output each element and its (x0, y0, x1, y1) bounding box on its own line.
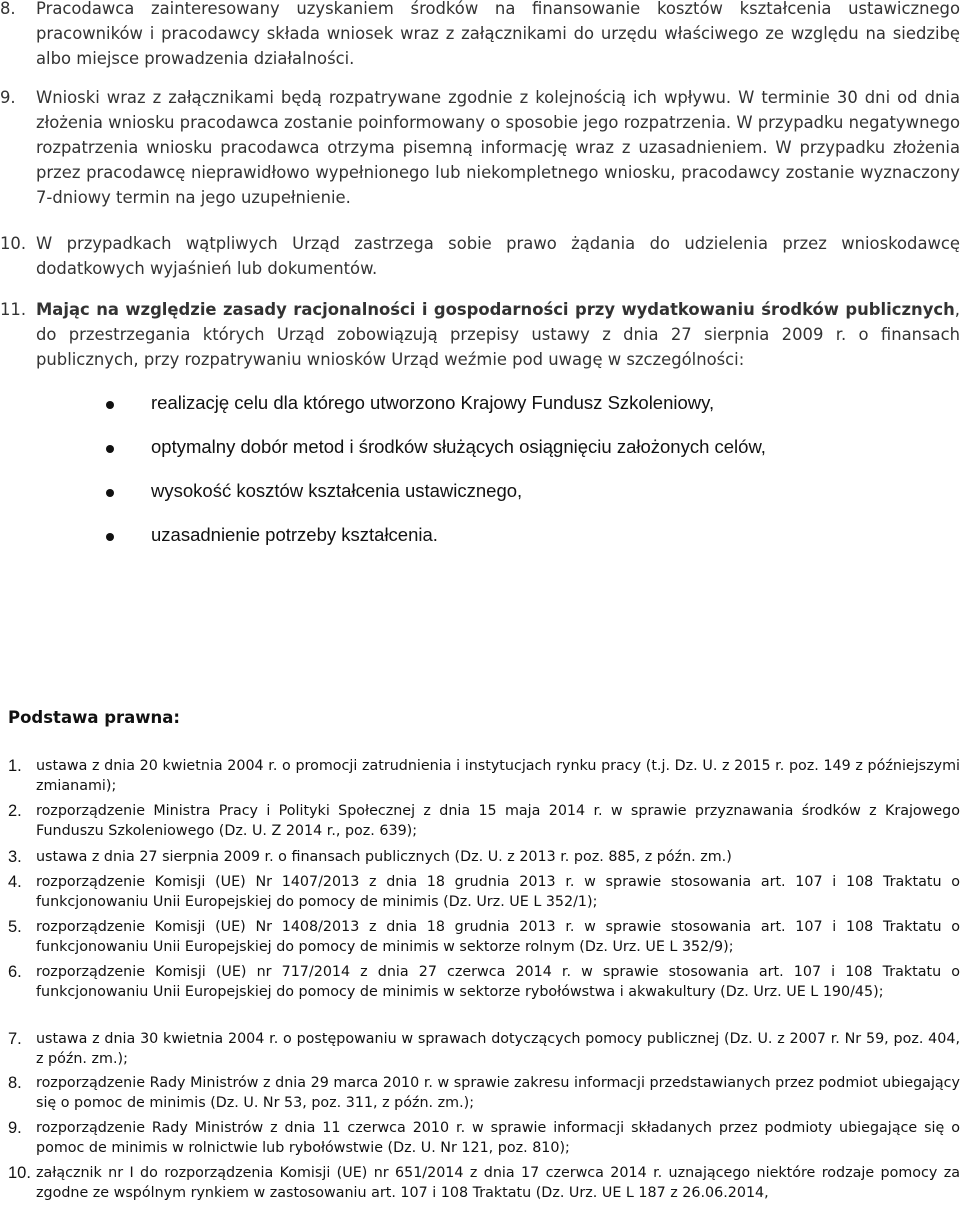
legal-item-7 (0, 1029, 960, 1069)
legal-item-text: ustawa z dnia 20 kwietnia 2004 r. o promocji zatrudnienia i instytucjach rynku pracy (t.j. Dz. U. z 2015 r. poz. 149 z późniejszymi zmianami); (36, 758, 960, 794)
legal-item-number: 10. (8, 1164, 31, 1182)
legal-item-9 (0, 1118, 960, 1158)
legal-item-text: rozporządzenie Komisji (UE) Nr 1407/2013 z dnia 18 grudnia 2013 r. w sprawie stosowania art. 107 i 108 Traktatu o funkcjonowaniu Unii Europejskiej do pomocy de minimis (Dz. Urz. UE L 352/1); (36, 874, 960, 910)
paragraph-text: W przypadkach wątpliwych Urząd zastrzega sobie prawo żądania do udzielenia przez wnioskodawcę dodatkowych wyjaśnień lub dokumentów. (36, 234, 960, 278)
legal-item-number: 6. (8, 963, 22, 981)
bullet-icon (106, 445, 114, 453)
legal-item-text: ustawa z dnia 30 kwietnia 2004 r. o postępowaniu w sprawach dotyczących pomocy publicznej (Dz. U. z 2007 r. Nr 59, poz. 404, z późn. zm.); (36, 1031, 960, 1067)
legal-item-text: załącznik nr I do rozporządzenia Komisji (UE) nr 651/2014 z dnia 17 czerwca 2014 r. uznającego niektóre rodzaje pomocy za zgodne ze wspólnym rynkiem w zastosowaniu art. 107 i 108 Traktatu (Dz. Urz. UE L 187 z 26.06.2014, (36, 1165, 960, 1201)
paragraph-bold-text: Mając na względzie zasady racjonalności i gospodarności przy wydatkowaniu środków publicznych (36, 300, 955, 319)
list-item (0, 524, 960, 550)
bullet-icon (106, 533, 114, 541)
paragraph-11 (0, 297, 960, 372)
legal-item-number: 5. (8, 918, 22, 936)
list-item-text: optymalny dobór metod i środków służących osiągnięciu założonych celów, (151, 436, 766, 457)
legal-item-2 (0, 801, 960, 841)
paragraph-number: 8. (0, 0, 16, 18)
legal-item-number: 3. (8, 848, 22, 866)
legal-basis-heading: Podstawa prawna: (8, 708, 181, 727)
legal-item-text: rozporządzenie Rady Ministrów z dnia 11 czerwca 2010 r. w sprawie informacji składanych przez podmioty ubiegające się o pomoc de minimis w rolnictwie lub rybołówstwie (Dz. U. Nr 121, poz. 810); (36, 1120, 960, 1156)
paragraph-number: 10. (0, 234, 27, 253)
bullet-icon (106, 489, 114, 497)
list-item-text: realizację celu dla którego utworzono Krajowy Fundusz Szkoleniowy, (151, 392, 715, 413)
legal-item-number: 9. (8, 1119, 22, 1137)
legal-item-4 (0, 872, 960, 912)
legal-item-1 (0, 756, 960, 796)
paragraph-text (36, 297, 960, 372)
legal-item-number: 8. (8, 1074, 22, 1092)
legal-item-10 (0, 1163, 960, 1203)
legal-item-text: ustawa z dnia 27 sierpnia 2009 r. o finansach publicznych (Dz. U. z 2013 r. poz. 885, z późn. zm.) (36, 849, 732, 865)
list-item-text: uzasadnienie potrzeby kształcenia. (151, 524, 438, 545)
paragraph-9 (0, 85, 960, 210)
paragraph-rest-text: , do przestrzegania których Urząd zobowiązują przepisy ustawy z dnia 27 sierpnia 2009 r. o finansach publicznych, przy rozpatrywaniu wniosków Urząd weźmie pod uwagę w szczególności: (36, 300, 960, 369)
legal-item-number: 1. (8, 757, 22, 775)
paragraph-8 (0, 0, 960, 71)
legal-item-5 (0, 917, 960, 957)
list-item-text: wysokość kosztów kształcenia ustawicznego, (151, 480, 523, 501)
list-item (0, 480, 960, 506)
legal-item-text: rozporządzenie Rady Ministrów z dnia 29 marca 2010 r. w sprawie zakresu informacji przedstawianych przez podmiot ubiegający się o pomoc de minimis (Dz. U. Nr 53, poz. 311, z późn. zm.); (36, 1075, 960, 1111)
legal-item-number: 4. (8, 873, 22, 891)
bullet-icon (106, 401, 114, 409)
legal-item-6 (0, 962, 960, 1002)
paragraph-number: 9. (0, 88, 16, 107)
legal-item-number: 2. (8, 802, 22, 820)
list-item (0, 436, 960, 462)
legal-item-text: rozporządzenie Komisji (UE) nr 717/2014 z dnia 27 czerwca 2014 r. w sprawie stosowania art. 107 i 108 Traktatu o funkcjonowaniu Unii Europejskiej do pomocy de minimis w sektorze rybołówstwa i akwakultury (Dz. Urz. UE L 190/45); (36, 964, 960, 1000)
legal-item-3 (0, 847, 960, 867)
paragraph-10 (0, 231, 960, 281)
legal-item-8 (0, 1073, 960, 1113)
paragraph-text: Pracodawca zainteresowany uzyskaniem środków na finansowanie kosztów kształcenia ustawicznego pracowników i pracodawcy składa wniosek wraz z załącznikami do urzędu właściwego ze względu na siedzibę albo miejsce prowadzenia działalności. (36, 0, 960, 68)
legal-item-number: 7. (8, 1030, 22, 1048)
legal-item-text: rozporządzenie Komisji (UE) Nr 1408/2013 z dnia 18 grudnia 2013 r. w sprawie stosowania art. 107 i 108 Traktatu o funkcjonowaniu Unii Europejskiej do pomocy de minimis w sektorze rolnym (Dz. Urz. UE L 352/9); (36, 919, 960, 955)
paragraph-number: 11. (0, 300, 27, 319)
legal-item-text: rozporządzenie Ministra Pracy i Polityki Społecznej z dnia 15 maja 2014 r. w sprawie przyznawania środków z Krajowego Funduszu Szkoleniowego (Dz. U. Z 2014 r., poz. 639); (36, 803, 960, 839)
paragraph-text: Wnioski wraz z załącznikami będą rozpatrywane zgodnie z kolejnością ich wpływu. W terminie 30 dni od dnia złożenia wniosku pracodawca zostanie poinformowany o sposobie jego rozpatrzenia. W przypadku negatywnego rozpatrzenia wniosku pracodawca otrzyma pisemną informację wraz z uzasadnieniem. W przypadku złożenia przez pracodawcę nieprawidłowo wypełnionego lub niekompletnego wniosku, pracodawcy zostanie wyznaczony 7-dniowy termin na jego uzupełnienie. (36, 88, 960, 207)
list-item (0, 392, 960, 418)
